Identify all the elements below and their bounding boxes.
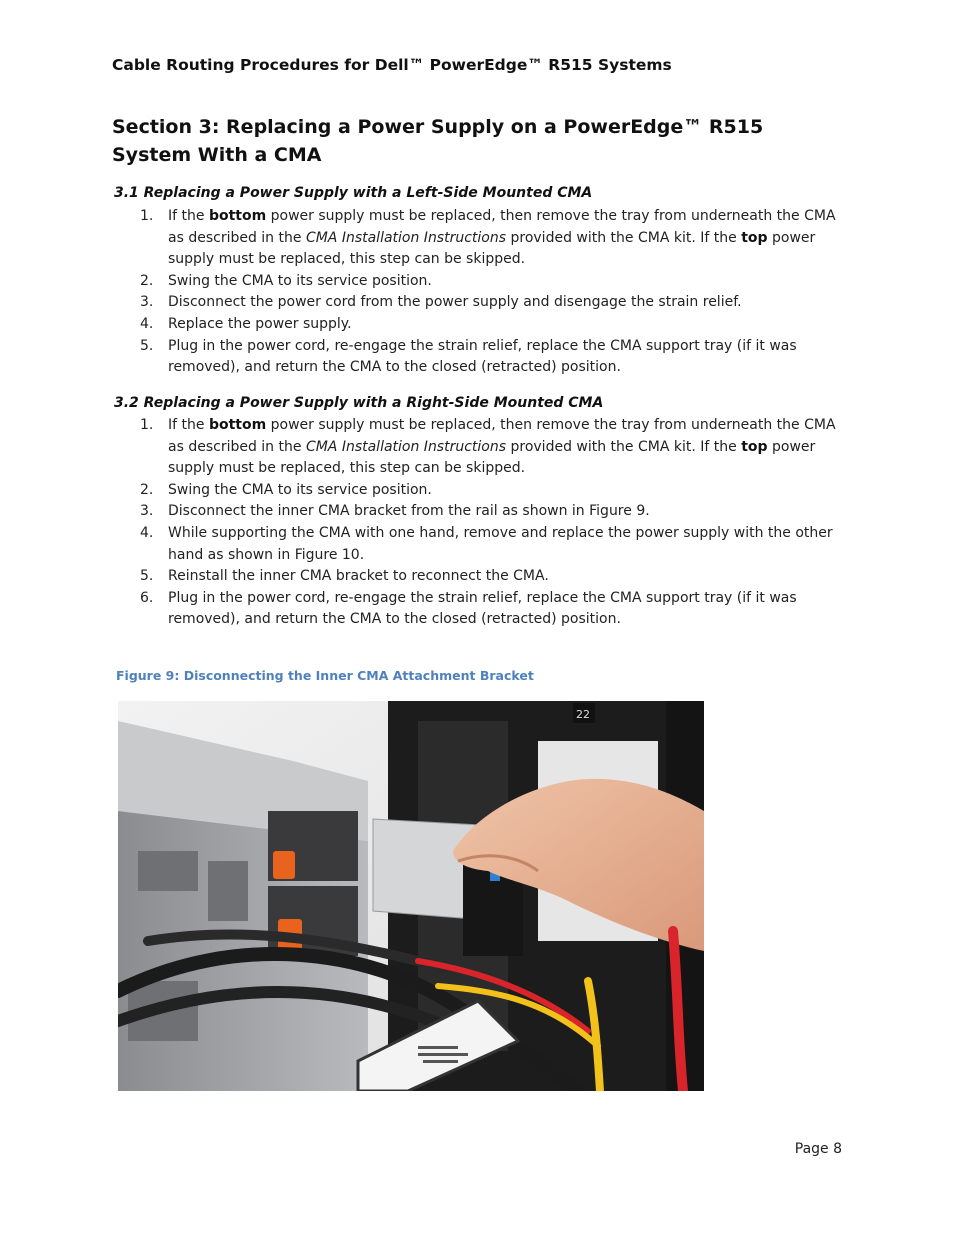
figure-caption: Figure 9: Disconnecting the Inner CMA Attachment Bracket — [116, 668, 534, 683]
list-item: 2. Swing the CMA to its service position. — [140, 481, 432, 498]
psu-handle-top — [273, 851, 295, 879]
list-item: 5. Plug in the power cord, re-engage the strain relief, replace the CMA support tray (if it was removed), and return the CMA to the closed (retracted) position. — [140, 337, 797, 376]
subsection-heading-3-2: 3.2 Replacing a Power Supply with a Right-Side Mounted CMA — [114, 395, 604, 411]
document-header: Cable Routing Procedures for Dell™ PowerEdge™ R515 Systems — [112, 56, 672, 74]
page-number: Page 8 — [794, 1141, 842, 1157]
section-title: Section 3: Replacing a Power Supply on a PowerEdge™ R515 System With a CMA — [112, 116, 764, 166]
steps-list-right-cma — [112, 415, 842, 631]
list-item: 3. Disconnect the inner CMA bracket from the rail as shown in Figure 9. — [140, 503, 650, 520]
figure-photo — [118, 701, 704, 1091]
list-item: 4. While supporting the CMA with one hand, remove and replace the power supply with the other hand as shown in Figure 10. — [140, 524, 833, 563]
list-item: 2. Swing the CMA to its service position. — [140, 272, 432, 289]
list-item: 3. Disconnect the power cord from the power supply and disengage the strain relief. — [140, 294, 742, 311]
steps-list-left-cma — [112, 206, 842, 379]
rack-number-label — [573, 703, 595, 723]
list-item: 4. Replace the power supply. — [140, 315, 352, 332]
subsection-heading-3-1: 3.1 Replacing a Power Supply with a Left-Side Mounted CMA — [114, 185, 593, 201]
list-item: 5. Reinstall the inner CMA bracket to reconnect the CMA. — [140, 568, 549, 585]
list-item: 1. If the bottom power supply must be replaced, then remove the tray from underneath the CMA as described in the CMA Installation Instructions provided with the CMA kit. If the top power supply must be replaced, this step can be skipped. — [140, 208, 836, 268]
list-item: 6. Plug in the power cord, re-engage the strain relief, replace the CMA support tray (if it was removed), and return the CMA to the closed (retracted) position. — [140, 589, 797, 628]
svg-text:22: 22 — [576, 708, 590, 721]
list-item: 1. If the bottom power supply must be replaced, then remove the tray from underneath the CMA as described in the CMA Installation Instructions provided with the CMA kit. If the top power supply must be replaced, this step can be skipped. — [140, 417, 836, 477]
